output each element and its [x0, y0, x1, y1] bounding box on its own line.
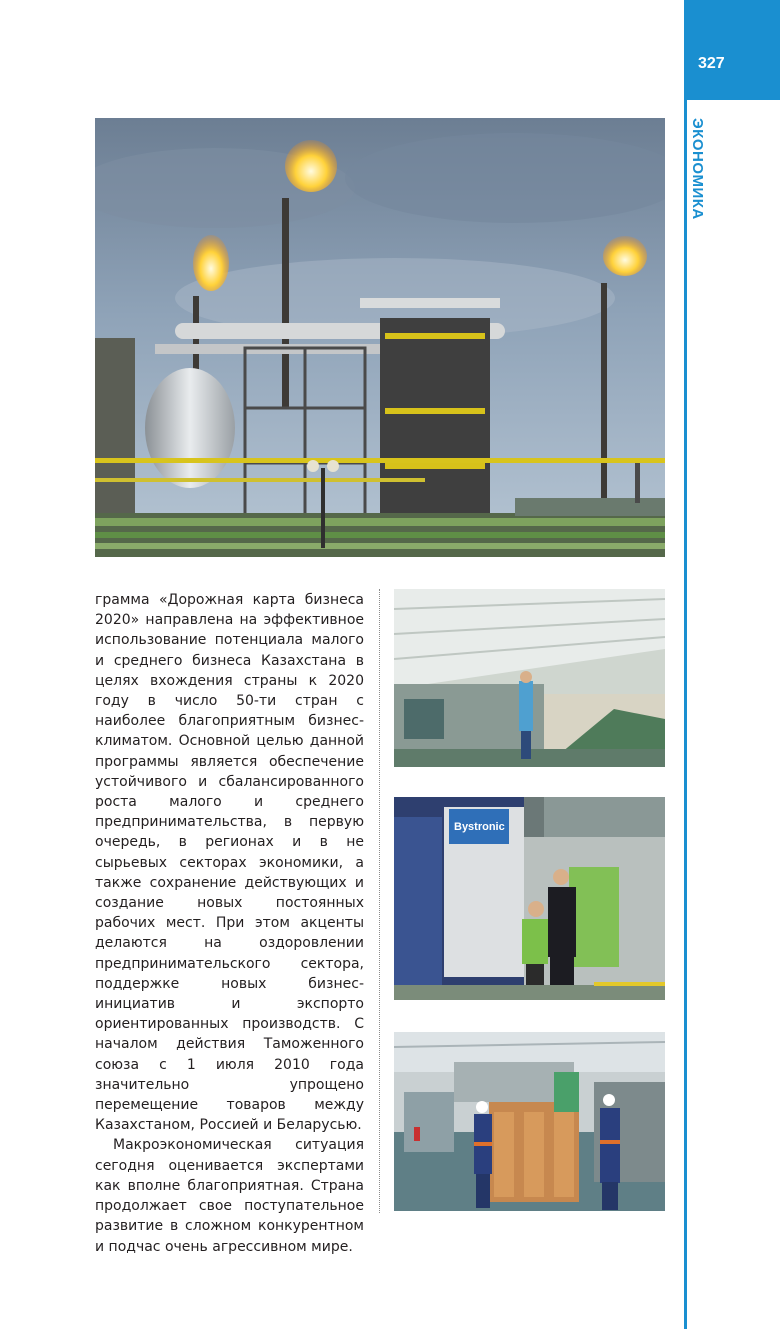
page-number-tab — [684, 0, 780, 100]
refinery-flare-stacks-icon — [95, 118, 665, 557]
article-paragraph: грамма «Дорожная карта бизнеса 2020» направлена на эффективное использование потенциала малого и среднего бизнеса Казахстана в целях вхождения страны к 2020 году в число 50-ти стран с наиболее благоприятным бизнес-климатом. Основной целью данной программы является обеспечение устойчивого и сбалансированного роста малого и среднего предпринимательства, в первую очередь, в регионах и в не сырьевых секторах экономики, а также сохранение действующих и создание новых постоянных рабочих мест. При этом акценты делаются на оздоровлении предпринимательского сектора, поддержке новых бизнес-инициатив и экспорто ориентированных производств. С началом действия Таможенного союза с 1 июля 2010 года значительно упрощено перемещение товаров между Казахстаном, Россией и Беларусью. — [95, 592, 364, 1134]
bystronic-sign: Bystronic — [454, 821, 505, 833]
bystronic-machine-photo — [394, 797, 665, 1000]
textile-factory-photo — [394, 589, 665, 767]
article-paragraph: Макроэкономическая ситуация сегодня оценивается экспертами как вполне благоприятная. Страна продолжает свое поступательное развитие в сложном конкурентном и подчас очень агрессивном мире. — [95, 1137, 364, 1255]
machine-with-people-icon — [394, 797, 665, 1000]
workers-in-hard-hats-icon — [394, 1032, 665, 1211]
transformer-assembly-photo — [394, 1032, 665, 1211]
column-divider — [379, 589, 380, 1213]
refinery-photo — [95, 118, 665, 557]
section-label-text: ЭКОНОМИКА — [689, 118, 706, 220]
factory-floor-workers-icon — [394, 589, 665, 767]
section-label — [686, 118, 712, 228]
article-text — [95, 590, 364, 1257]
page-number: 327 — [698, 55, 725, 72]
